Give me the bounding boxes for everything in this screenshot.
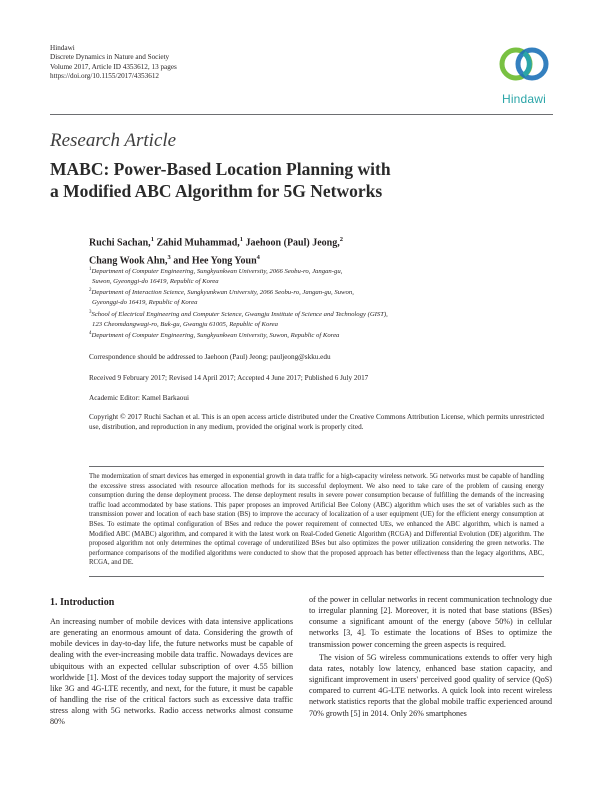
affiliation-cont: Suwon, Gyeonggi-do 16419, Republic of Korea bbox=[92, 277, 219, 285]
journal-info bbox=[50, 44, 177, 82]
affiliations bbox=[89, 265, 529, 341]
right-column bbox=[309, 594, 552, 719]
author-list bbox=[89, 232, 529, 269]
affiliation: $^1$Department of Computer Engineering, Sungkyunkwan University, 2066 Seobu-ro, Jangan-gu, bbox=[89, 267, 343, 276]
publication-dates: Received 9 February 2017; Revised 14 April 2017; Accepted 4 June 2017; Published 6 July 2017 bbox=[89, 374, 369, 382]
header-rule bbox=[50, 114, 553, 115]
author-name: and Hee Yong Youn bbox=[173, 255, 257, 267]
hindawi-logo bbox=[494, 44, 554, 108]
affiliation-cont: Gyeonggi-do 16419, Republic of Korea bbox=[92, 299, 198, 307]
article-title bbox=[50, 158, 470, 202]
body-paragraph: An increasing number of mobile devices with data intensive applications are generating an enormous amount of data. Considering the growth of mobile devices in day-to-day life, the future networks must be capable of dealing with the ever-increasing mobile data traffic. Nowadays devices are ubiquitous with an expected cellular subscription of over 4.55 billion worldwide [1]. Most of the devices today support the majority of services like 3G and 4G-LTE recently, and next, for the future, it must be capable of handling the rise of the critical factors such as excessive data traffic stress along with 5G networks. Radio access networks almost consume 80% bbox=[50, 617, 293, 727]
author-name: Jaehoon (Paul) Jeong, bbox=[245, 237, 340, 249]
author-affil-sup: 3 bbox=[167, 254, 171, 262]
logo-wordmark: Hindawi bbox=[501, 92, 547, 106]
copyright-notice: Copyright © 2017 Ruchi Sachan et al. This is an open access article distributed under the Creative Commons Attribution License, which permits unrestricted use, distribution, and reproduction in any medium, provided the original work is properly cited. bbox=[89, 413, 544, 431]
affiliation: $^4$Department of Computer Engineering, Sungkyunkwan University, Suwon, Republic of Korea bbox=[89, 331, 340, 340]
author-affil-sup: 4 bbox=[256, 254, 260, 262]
author-affil-sup: 1 bbox=[239, 236, 244, 243]
affiliation: $^2$Department of Interaction Science, Sungkyunkwan University, 2066 Seobu-ro, Jangan-gu, Suwon, bbox=[89, 288, 354, 297]
author-affil-sup: 1 bbox=[150, 236, 154, 243]
correspondence: Correspondence should be addressed to Jaehoon (Paul) Jeong; pauljeong@skku.edu bbox=[89, 353, 331, 361]
volume-info: Volume 2017, Article ID 4353612, 13 pages bbox=[50, 62, 177, 71]
publisher-name: Hindawi bbox=[50, 44, 75, 52]
section-heading: 1. Introduction bbox=[50, 597, 115, 608]
affiliation-cont: 123 Cheomdangwagi-ro, Buk-gu, Gwangju 61005, Republic of Korea bbox=[92, 320, 278, 328]
journal-name: Discrete Dynamics in Nature and Society bbox=[50, 53, 170, 62]
abstract: The modernization of smart devices has emerged in exponential growth in data traffic for a high-capacity wireless network. 5G networks must be capable of handling the excessive stress associated with resource allocation methods for its successful deployment. We also need to take care of the problem of causing energy consumption during the dense deployment process. The dense deployment results in severe power consumption because of fulfilling the demands of the increasing traffic load accommodated by base stations. This paper proposes an improved Artificial Bee Colony (ABC) algorithm which uses the set of variables such as the transmission power and location of each base station (BS) to improve the accuracy of localization of a user equipment (UE) for the efficient energy consumption at BSes. To estimate the optimal configuration of BSes and reduce the power requirement of connected UEs, we enhanced the ABC algorithm, which is named a Modified ABC (MABC) algorithm, and compared it with the latest work on Real-Coded Genetic Algorithm (RCGA) and Differential Evolution (DE) algorithm. The proposed algorithm not only determines the optimal coverage of underutilized BSes but also optimizes the power utilization considering the green networks. The performance comparisons of the modified algorithms were conducted to show that the proposed approach has better effectiveness than the legacy algorithms, ABC, RCGA, and DE. bbox=[89, 473, 544, 567]
abstract-bottom-rule bbox=[89, 576, 544, 577]
body-paragraph: of the power in cellular networks in recent communication technology due to irregular planning [2]. Moreover, it is noted that base stations (BSes) consume a significant amount of the energy (above 50%) in cellular networks [3, 4]. To estimate the locations of BSes to optimize the transmission power concerning the green aspects is required. bbox=[309, 595, 552, 649]
article-type: Research Article bbox=[50, 130, 177, 151]
author-affil-sup: 2 bbox=[339, 236, 343, 243]
left-column bbox=[50, 616, 293, 728]
doi-link[interactable]: https://doi.org/10.1155/2017/4353612 bbox=[50, 72, 160, 81]
affiliation: $^3$School of Electrical Engineering and Computer Science, Gwangju Institute of Science and Technology (GIST), bbox=[89, 309, 388, 319]
hindawi-logo-icon bbox=[494, 44, 554, 90]
author-name: Chang Wook Ahn, bbox=[89, 255, 168, 267]
academic-editor: Academic Editor: Kamel Barkaoui bbox=[89, 394, 189, 402]
title-line: MABC: Power-Based Location Planning with bbox=[50, 159, 391, 179]
body-paragraph: The vision of 5G wireless communications extends to offer very high data rates, notably low latency, enhanced base station capacity, and significant improvement in users' perceived good quality of service (QoS) compared to current 4G-LTE networks. A quick look into recent wireless network statistics reports that the global mobile traffic experienced around 70% growth [5] in 2014. Only 26% smartphones bbox=[309, 652, 552, 718]
title-line: a Modified ABC Algorithm for 5G Networks bbox=[50, 181, 383, 201]
author-name: Ruchi Sachan, bbox=[89, 237, 151, 249]
abstract-top-rule bbox=[89, 466, 544, 467]
author-name: Zahid Muhammad, bbox=[156, 237, 240, 249]
